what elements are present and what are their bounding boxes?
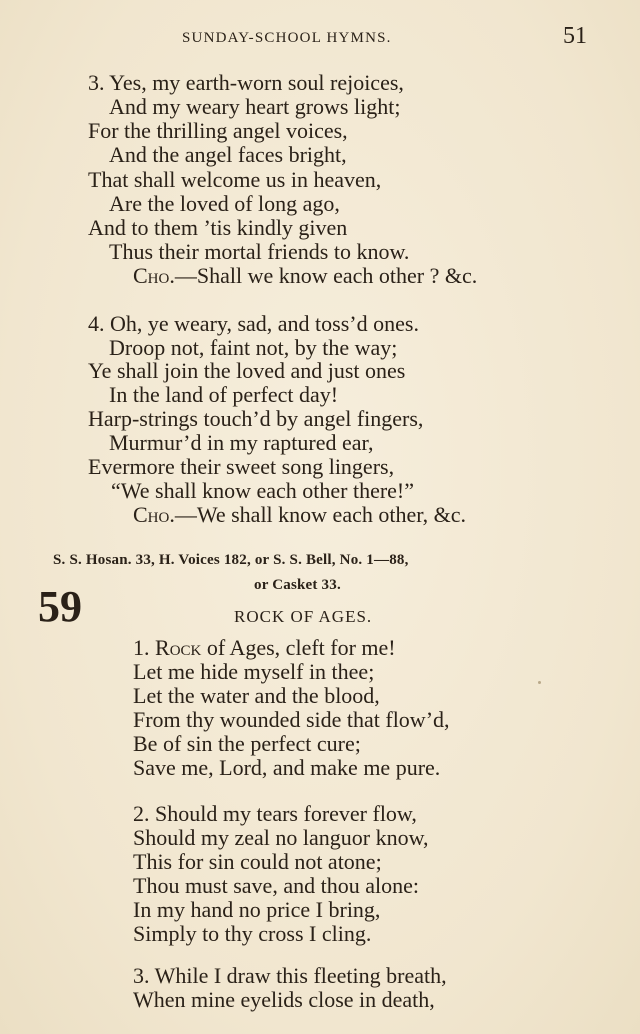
chorus-label: Cho. xyxy=(133,502,175,527)
chorus-line xyxy=(133,264,477,288)
verse-line: Thou must save, and thou alone: xyxy=(133,873,419,898)
verse-line: Are the loved of long ago, xyxy=(109,191,340,216)
tune-source-line: S. S. Hosan. 33, H. Voices 182, or S. S. Bell, No. 1—88, xyxy=(53,552,409,568)
chorus-text: —We shall know each other, &c. xyxy=(174,502,467,527)
verse-line: Save me, Lord, and make me pure. xyxy=(133,755,441,780)
verse-line: In my hand no price I bring, xyxy=(133,897,381,922)
tune-source-line: or Casket 33. xyxy=(254,577,341,593)
verse-line: Harp-strings touch’d by angel fingers, xyxy=(88,406,424,431)
verse-line: And the angel faces bright, xyxy=(109,142,347,167)
verse-line: Droop not, faint not, by the way; xyxy=(109,335,398,360)
chorus-label: Cho. xyxy=(133,263,175,288)
verse-line: For the thrilling angel voices, xyxy=(88,118,348,143)
running-title: SUNDAY-SCHOOL HYMNS. xyxy=(182,30,392,46)
verse-line: And to them ’tis kindly given xyxy=(88,215,348,240)
verse-line: Simply to thy cross I cling. xyxy=(133,921,372,946)
verse-line: Ye shall join the loved and just ones xyxy=(88,358,406,383)
verse-line: From thy wounded side that flow’d, xyxy=(133,707,450,732)
verse-line: 4. Oh, ye weary, sad, and toss’d ones. xyxy=(88,311,419,336)
verse-number: 1. xyxy=(133,635,150,660)
verse-line: Be of sin the perfect cure; xyxy=(133,731,361,756)
verse-line: When mine eyelids close in death, xyxy=(133,987,435,1012)
chorus-text: —Shall we know each other ? &c. xyxy=(174,263,478,288)
hymn-title: ROCK OF AGES. xyxy=(234,607,373,626)
verse-line: 3. Yes, my earth-worn soul rejoices, xyxy=(88,70,404,95)
hymn-number: 59 xyxy=(38,582,82,631)
verse-line: This for sin could not atone; xyxy=(133,849,382,874)
line-text: of Ages, cleft for me! xyxy=(201,635,396,660)
verse-line: That shall welcome us in heaven, xyxy=(88,167,382,192)
initial-capital: R xyxy=(155,635,170,660)
verse-line: 2. Should my tears forever flow, xyxy=(133,801,417,826)
paper-speck xyxy=(538,681,541,684)
verse-line: 3. While I draw this fleeting breath, xyxy=(133,963,447,988)
verse-line: In the land of perfect day! xyxy=(109,382,339,407)
verse-line: Evermore their sweet song lingers, xyxy=(88,454,395,479)
chorus-line xyxy=(133,503,466,527)
verse-line: Murmur’d in my raptured ear, xyxy=(109,430,374,455)
verse-line xyxy=(133,636,396,660)
verse-line: Should my zeal no languor know, xyxy=(133,825,429,850)
verse-line: Let me hide myself in thee; xyxy=(133,659,375,684)
verse-line: And my weary heart grows light; xyxy=(109,94,401,119)
verse-line: “We shall know each other there!” xyxy=(111,478,415,503)
small-caps-word: ock xyxy=(169,635,202,660)
page-number: 51 xyxy=(563,23,587,49)
verse-line: Let the water and the blood, xyxy=(133,683,380,708)
verse-line: Thus their mortal friends to know. xyxy=(109,239,410,264)
